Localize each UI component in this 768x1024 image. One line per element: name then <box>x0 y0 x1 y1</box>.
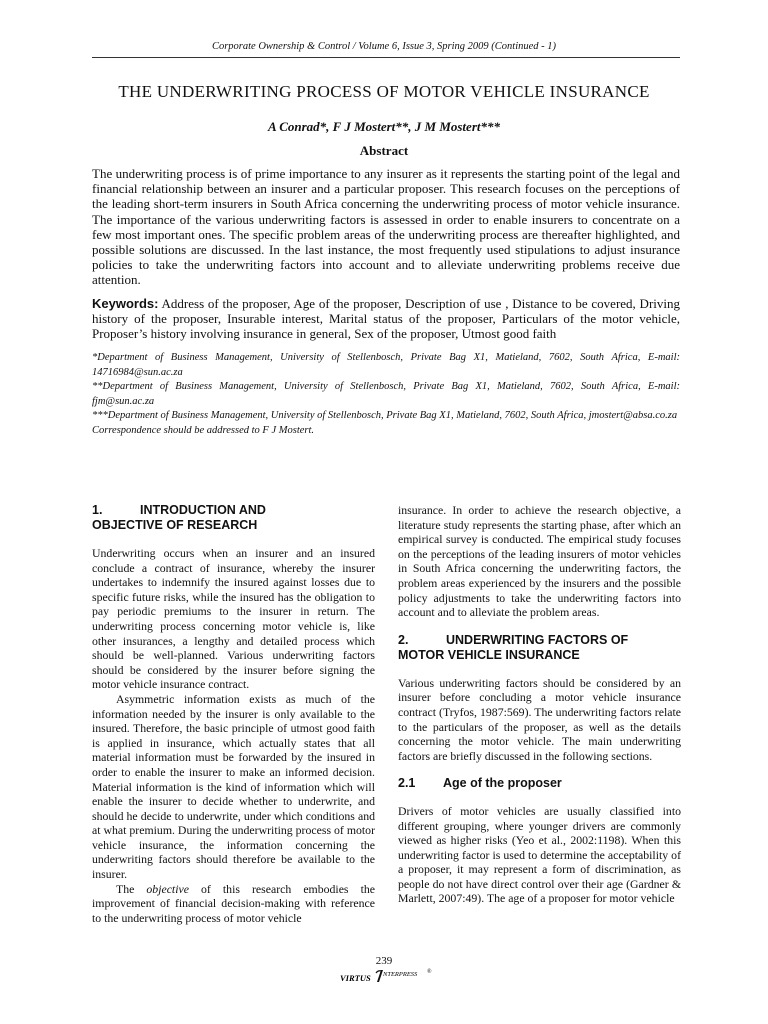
running-head: Corporate Ownership & Control / Volume 6, Issue 3, Spring 2009 (Continued - 1) <box>211 41 557 52</box>
section-2-number: 2. <box>398 632 409 647</box>
subsection-2-1-number: 2.1 <box>398 776 416 791</box>
logo-text-right: NTERPRESS <box>383 971 418 978</box>
keywords-label: Keywords: <box>92 296 159 311</box>
footnote-4: Correspondence should be addressed to F J Mostert. <box>92 424 315 436</box>
section-1-para-3-continued: insurance. In order to achieve the research objective, a literature study represents the starting phase, after which an empirical survey is conducted. The empirical study focuses on the perceptions of the leading insurers of motor vehicles in South Africa concerning the underwriting factors, the problem areas experienced by the insurers and the possible policy adjustments to take the underwriting factors into account and to alleviate the problem areas. <box>398 503 681 620</box>
subsection-2-1-heading <box>398 776 681 791</box>
section-1-title-line2: OBJECTIVE OF RESEARCH <box>92 518 258 532</box>
footnote-2: **Department of Business Management, University of Stellenbosch, Private Bag X1, Matieland, 7602, South Africa, E-mail: fjm@sun.ac.za <box>92 381 680 407</box>
subsection-2-1-para-1: Drivers of motor vehicles are usually classified into different grouping, where younger drivers are commonly viewed as higher risks (Yeo et al., 2002:1198). When this underwriting factor is used to determine the acceptability of a proposer, it may represent a form of discrimination, as people do not have direct control over their age (Gardner & Marlett, 2007:49). The age of a proposer for motor vehicle <box>398 803 681 906</box>
header-rule <box>92 57 680 58</box>
para-3-rest: of this research embodies the improvement of financial decision-making with reference to the underwriting process of motor vehicle <box>92 881 375 925</box>
footnotes <box>92 351 680 438</box>
section-2-para-1: Various underwriting factors should be considered by an insurer before concluding a motor vehicle insurance contract (Tryfos, 1987:569). The underwriting factors relate to the particulars of the proposer, as well as the details concerning the motor vehicle. The main underwriting factors are briefly discussed in the following sections. <box>398 675 681 763</box>
section-1-heading <box>92 503 375 533</box>
section-2-heading <box>398 633 681 663</box>
column-left <box>92 503 375 925</box>
footnote-3: ***Department of Business Management, University of Stellenbosch, Private Bag X1, Matieland, 7602, South Africa, jmostert@absa.co.za <box>92 410 678 421</box>
section-1-title-line1: INTRODUCTION AND <box>140 503 266 517</box>
para-3-emphasis: objective <box>146 881 189 896</box>
footnote-1: *Department of Business Management, University of Stellenbosch, Private Bag X1, Matieland, 7602, South Africa, E-mail: 14716984@sun.ac.za <box>92 352 680 378</box>
section-1-number: 1. <box>92 503 103 517</box>
virtus-interpress-logo <box>340 968 450 984</box>
logo-registered-mark: ® <box>427 969 432 975</box>
keywords-text: Address of the proposer, Age of the proposer, Description of use , Distance to be covered, Driving history of the proposer, Insurable interest, Marital status of the proposer, Particulars of the motor vehicle, Proposer’s history involving insurance in general, Sex of the proposer, Utmost good faith <box>92 296 680 342</box>
abstract-heading: Abstract <box>359 143 409 158</box>
column-right <box>398 503 681 906</box>
logo-text-left: VIRTUS <box>340 973 371 983</box>
section-1-para-3 <box>92 882 375 926</box>
paper-title: THE UNDERWRITING PROCESS OF MOTOR VEHICLE INSURANCE <box>118 82 650 101</box>
subsection-2-1-title: Age of the proposer <box>443 776 562 791</box>
page-number: 239 <box>375 955 393 967</box>
section-2-title-line1: UNDERWRITING FACTORS OF <box>446 632 629 647</box>
section-1-para-2: Asymmetric information exists as much of the information needed by the insurer is only available to the insured. Therefore, the basic principle of utmost good faith is applied in insurance, which actually states that all material information must be forwarded by the insured in order to enable the insurer to make an informed decision. Material information is the kind of information which will enable the insurer to decide whether to underwrite, and should he decide to underwrite, under which conditions and at what premium. During the underwriting process of motor vehicle insurance, the information concerning the underwriting factors should therefore be available to the insurer. <box>92 691 375 882</box>
authors: A Conrad*, F J Mostert**, J M Mostert*** <box>267 119 500 134</box>
para-3-start: The <box>116 881 147 896</box>
keywords <box>92 296 680 342</box>
section-1-para-1: Underwriting occurs when an insurer and an insured conclude a contract of insurance, whereby the insurer undertakes to indemnify the insured against losses due to specific future risks, while the insured has the obligation to pay periodic premiums to the insurer in return. The underwriting process concerning motor vehicle is, like other insurances, a lengthy and detailed process which should be well-planned. Various underwriting factors should be considered by the insurer before signing the motor vehicle insurance contract. <box>92 546 375 692</box>
section-2-title-line2: MOTOR VEHICLE INSURANCE <box>398 647 580 662</box>
abstract-text: The underwriting process is of prime importance to any insurer as it represents the starting point of the legal and financial relationship between an insurer and a particular proposer. This research focuses on the perceptions of the leading short-term insurers in South Africa concerning the underwriting process of motor vehicle insurance. The importance of the various underwriting factors is assessed in order to enable insurers to concentrate on a few most important ones. The specific problem areas of the underwriting process are thereafter highlighted, and possible solutions are discussed. In the last instance, the most frequently used stipulations to adjust insurance policies to take the underwriting factors into account and to alleviate underwriting problems receive due attention. <box>92 166 680 288</box>
